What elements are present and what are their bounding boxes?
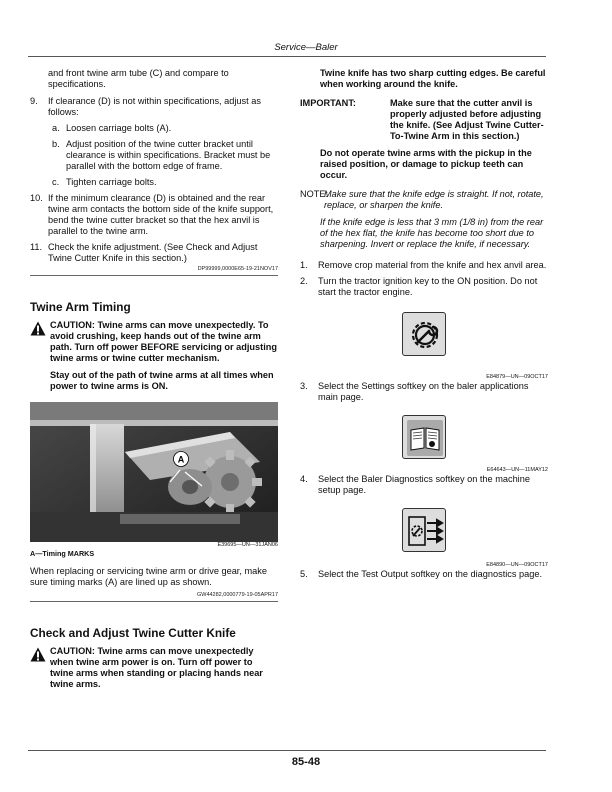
caution-text: CAUTION: Twine arms can move unexpectedly. To avoid crushing, keep hands out of the twine arm path. Turn off power BEFORE servicing or adjusting twine arms or twine cutter mechanism. [50, 320, 277, 363]
diagnostics-test-output-icon [402, 508, 446, 552]
reference-code: GW44282,0000779-19-05APR17 [30, 592, 278, 602]
step-2 [300, 276, 548, 298]
note-label: NOTE: [300, 189, 329, 199]
step-9 [30, 96, 278, 118]
important-label: IMPORTANT: [300, 98, 356, 108]
substep-number: c. [52, 177, 60, 187]
photo-callout-label: A [177, 454, 185, 465]
caution-block [30, 646, 278, 690]
step-number: 5. [300, 569, 308, 579]
step-5 [300, 569, 548, 580]
important-text: Make sure that the cutter anvil is properly adjusted before adjusting the knife. (See Adjust Twine Cutter-To-Twine Arm in this section.) [390, 98, 544, 141]
caution-text-2: Stay out of the path of twine arms at all times when power to twine arms is ON. [50, 370, 274, 391]
machine-setup-book-icon [402, 415, 446, 459]
step-text: If the minimum clearance (D) is obtained and the rear twine arm contacts the bottom side of the knife support, bend the twine cutter bracket so that the hex anvil is parallel to the twine arm. [48, 193, 274, 236]
figure-reference: E84890—UN—09OCT17 [486, 562, 548, 568]
substep-text: Tighten carriage bolts. [66, 177, 157, 187]
warning-triangle-icon [30, 647, 46, 662]
substep-number: b. [52, 139, 60, 149]
figure-reference: E39695—UN—31JAN06 [217, 542, 278, 548]
step-number: 2. [300, 276, 308, 286]
footer-rule [28, 750, 546, 751]
step-11 [30, 242, 278, 264]
substep-text: Loosen carriage bolts (A). [66, 123, 172, 133]
substep-text: Adjust position of the twine cutter bracket until clearance is within specifications. Bracket must be parallel with the bottom edge of frame. [66, 139, 271, 171]
warning-triangle-icon [30, 321, 46, 336]
note-block [300, 189, 548, 211]
step-1 [300, 260, 548, 271]
figure-reference: E64643—UN—11MAY12 [486, 467, 548, 473]
intro-text: and front twine arm tube (C) and compare to specifications. [48, 68, 229, 89]
step-number: 4. [300, 474, 308, 484]
substep-b [30, 139, 278, 172]
step-number: 3. [300, 381, 308, 391]
step-number: 9. [30, 96, 38, 106]
right-column [300, 68, 548, 580]
caution-block [30, 320, 278, 392]
step-text: Check the knife adjustment. (See Check and Adjust Twine Cutter Knife in this section.) [48, 242, 258, 263]
substep-number: a. [52, 123, 60, 133]
figure-reference: E84879—UN—09OCT17 [486, 374, 548, 380]
note-text: Make sure that the knife edge is straight. If not, rotate, replace, or sharpen the knife. [324, 189, 544, 210]
section-title-check-adjust-knife: Check and Adjust Twine Cutter Knife [30, 626, 236, 640]
timing-body-text: When replacing or servicing twine arm or drive gear, make sure timing marks (A) are lined up as shown. [30, 566, 267, 587]
note-text-2: If the knife edge is less that 3 mm (1/8 in) from the rear of the hex flat, the knife has become too short due to sharpening. Invert or replace the knife, if necessary. [320, 217, 544, 249]
substep-a [30, 123, 278, 134]
step-text: Remove crop material from the knife and hex anvil area. [318, 260, 547, 270]
figure-caption: A—Timing MARKS [30, 549, 95, 558]
important-text-2: Do not operate twine arms with the pickup in the raised position, or damage to pickup teeth can occur. [320, 148, 532, 180]
substep-c [30, 177, 278, 188]
timing-marks-photo [30, 402, 278, 542]
left-column [30, 68, 278, 696]
step-text: Select the Test Output softkey on the diagnostics page. [318, 569, 543, 579]
step-text: If clearance (D) is not within specifications, adjust as follows: [48, 96, 261, 117]
settings-softkey-icon [402, 312, 446, 356]
caution-text: CAUTION: Twine arms can move unexpectedly when twine arm power is on. Turn off power to twine arms when standing or placing hands near twine arms. [50, 646, 263, 689]
step-number: 10. [30, 193, 43, 203]
section-title-twine-arm-timing: Twine Arm Timing [30, 300, 131, 314]
page-number: 85-48 [291, 756, 321, 768]
important-block [300, 98, 548, 142]
step-text: Select the Baler Diagnostics softkey on the machine setup page. [318, 474, 530, 495]
step-3 [300, 381, 548, 403]
step-4 [300, 474, 548, 496]
step-number: 1. [300, 260, 308, 270]
running-header: Service—Baler [274, 42, 338, 53]
step-number: 11. [30, 242, 43, 252]
step-text: Select the Settings softkey on the baler applications main page. [318, 381, 529, 402]
knife-warning-text: Twine knife has two sharp cutting edges. Be careful when working around the knife. [320, 68, 546, 89]
step-text: Turn the tractor ignition key to the ON position. Do not start the tractor engine. [318, 276, 538, 297]
reference-code: DP99999,0000E65-19-21NOV17 [30, 266, 278, 276]
header-rule [28, 56, 546, 57]
step-10 [30, 193, 278, 237]
